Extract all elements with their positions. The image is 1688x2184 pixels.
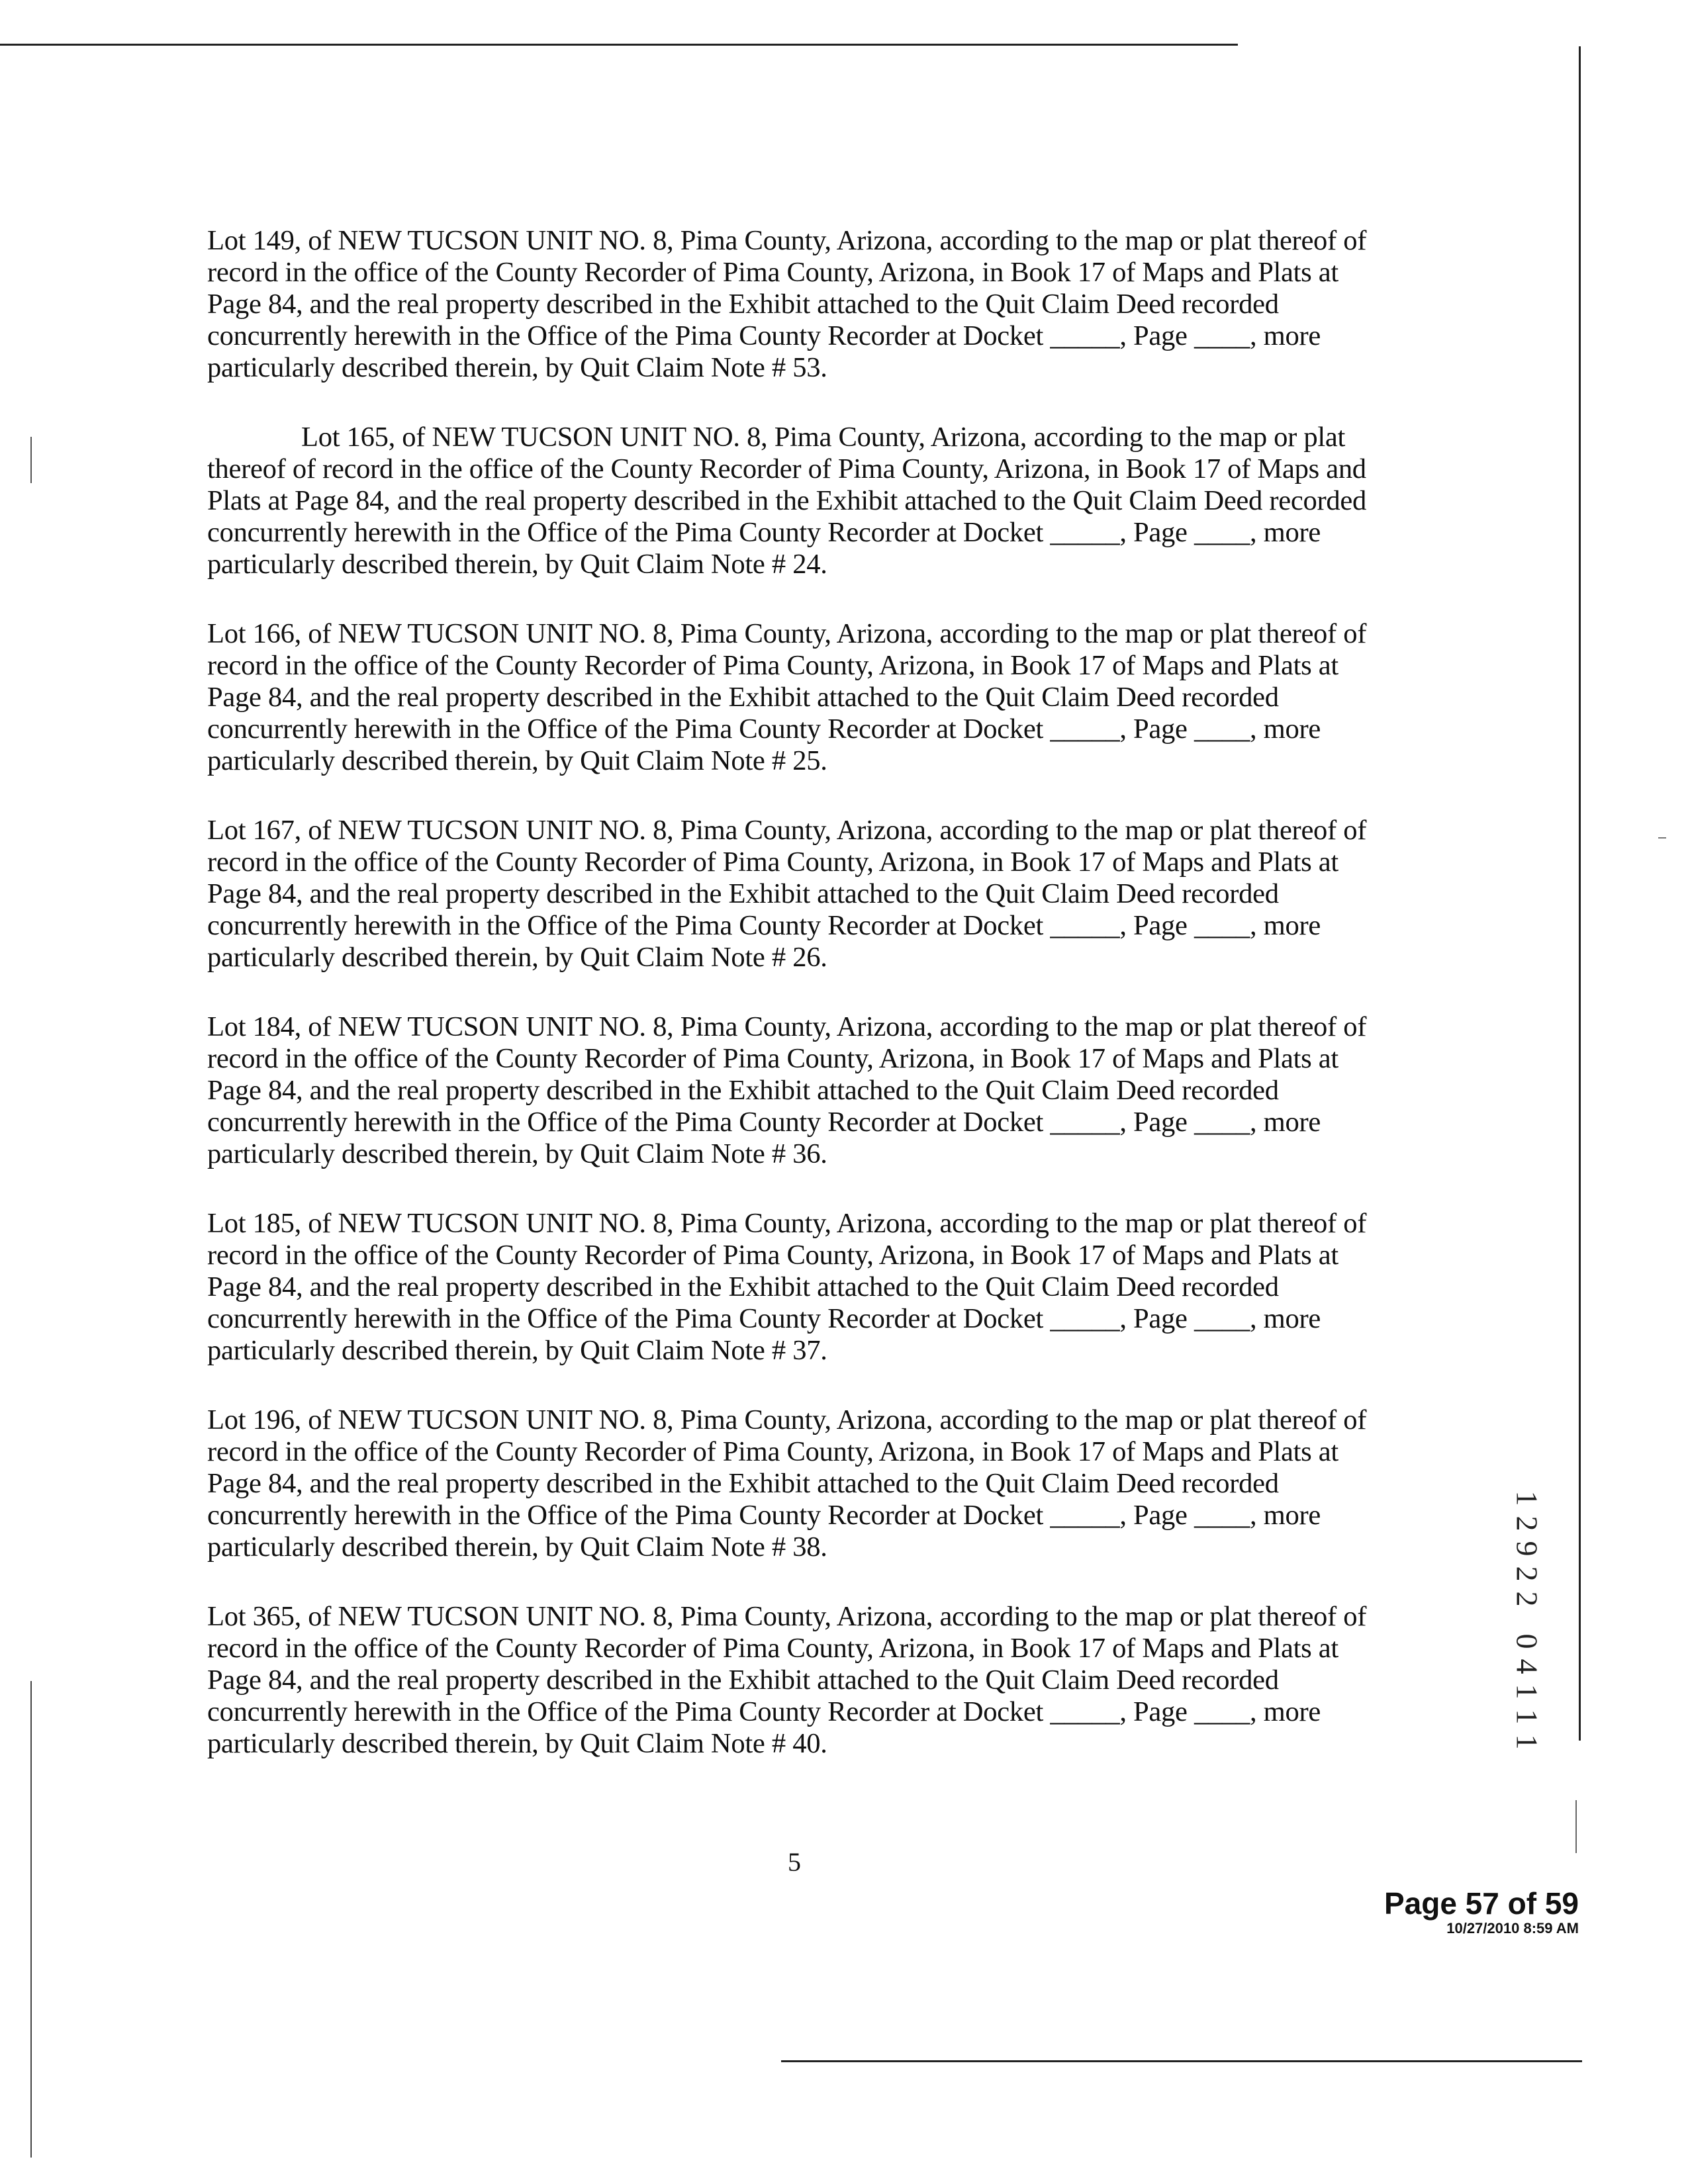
page-number: 5 [788, 1847, 801, 1877]
top-border-line [0, 44, 1238, 46]
stamp-digit: 0 [1510, 1633, 1544, 1649]
document-body [207, 225, 1379, 1797]
lot-149-paragraph: Lot 149, of NEW TUCSON UNIT NO. 8, Pima County, Arizona, according to the map or plat thereof of record in the office of the County Recorder of Pima County, Arizona, in Book 17 of Maps and Plats at Page 84, and the real property described in the Exhibit attached to the Quit Claim Deed recorded concurrently herewith in the Office of the Pima County Recorder at Docket _____, Page ____, more particularly described therein, by Quit Claim Note # 53. [207, 225, 1367, 383]
stamp-digit: 1 [1510, 1684, 1544, 1700]
stamp-digit: 1 [1510, 1490, 1544, 1506]
stamp-digit: 2 [1510, 1566, 1544, 1582]
footer-page-label: Page 57 of 59 [1383, 1886, 1579, 1921]
lot-184-paragraph: Lot 184, of NEW TUCSON UNIT NO. 8, Pima County, Arizona, according to the map or plat thereof of record in the office of the County Recorder of Pima County, Arizona, in Book 17 of Maps and Plats at Page 84, and the real property described in the Exhibit attached to the Quit Claim Deed recorded concurrently herewith in the Office of the Pima County Recorder at Docket _____, Page ____, more particularly described therein, by Quit Claim Note # 36. [207, 1011, 1367, 1169]
right-border-line [1579, 46, 1581, 1741]
stamp-gap [1513, 1612, 1546, 1629]
bottom-border-line [781, 2060, 1582, 2062]
left-border-line [30, 1681, 32, 2158]
lot-365-paragraph: Lot 365, of NEW TUCSON UNIT NO. 8, Pima County, Arizona, according to the map or plat thereof of record in the office of the County Recorder of Pima County, Arizona, in Book 17 of Maps and Plats at Page 84, and the real property described in the Exhibit attached to the Quit Claim Deed recorded concurrently herewith in the Office of the Pima County Recorder at Docket _____, Page ____, more particularly described therein, by Quit Claim Note # 40. [207, 1601, 1367, 1759]
margin-tick [1658, 837, 1666, 839]
lot-165-paragraph: Lot 165, of NEW TUCSON UNIT NO. 8, Pima County, Arizona, according to the map or plat thereof of record in the office of the County Recorder of Pima County, Arizona, in Book 17 of Maps and Plats at Page 84, and the real property described in the Exhibit attached to the Quit Claim Deed recorded concurrently herewith in the Office of the Pima County Recorder at Docket _____, Page ____, more particularly described therein, by Quit Claim Note # 24. [207, 422, 1366, 580]
stamp-page-number [1510, 1629, 1546, 1754]
lot-185-paragraph: Lot 185, of NEW TUCSON UNIT NO. 8, Pima County, Arizona, according to the map or plat thereof of record in the office of the County Recorder of Pima County, Arizona, in Book 17 of Maps and Plats at Page 84, and the real property described in the Exhibit attached to the Quit Claim Deed recorded concurrently herewith in the Office of the Pima County Recorder at Docket _____, Page ____, more particularly described therein, by Quit Claim Note # 37. [207, 1208, 1367, 1366]
footer-timestamp: 10/27/2010 8:59 AM [1446, 1920, 1579, 1936]
stamp-digit: 1 [1510, 1734, 1544, 1750]
lot-166-paragraph: Lot 166, of NEW TUCSON UNIT NO. 8, Pima County, Arizona, according to the map or plat thereof of record in the office of the County Recorder of Pima County, Arizona, in Book 17 of Maps and Plats at Page 84, and the real property described in the Exhibit attached to the Quit Claim Deed recorded concurrently herewith in the Office of the Pima County Recorder at Docket _____, Page ____, more particularly described therein, by Quit Claim Note # 25. [207, 618, 1367, 776]
recording-stamp [1510, 1486, 1546, 1754]
left-margin-mark [30, 437, 32, 483]
stamp-digit: 2 [1510, 1516, 1544, 1531]
lot-167-paragraph: Lot 167, of NEW TUCSON UNIT NO. 8, Pima County, Arizona, according to the map or plat thereof of record in the office of the County Recorder of Pima County, Arizona, in Book 17 of Maps and Plats at Page 84, and the real property described in the Exhibit attached to the Quit Claim Deed recorded concurrently herewith in the Office of the Pima County Recorder at Docket _____, Page ____, more particularly described therein, by Quit Claim Note # 26. [207, 815, 1367, 973]
stamp-digit: 9 [1510, 1541, 1544, 1557]
stamp-digit: 4 [1510, 1659, 1544, 1674]
lot-196-paragraph: Lot 196, of NEW TUCSON UNIT NO. 8, Pima County, Arizona, according to the map or plat thereof of record in the office of the County Recorder of Pima County, Arizona, in Book 17 of Maps and Plats at Page 84, and the real property described in the Exhibit attached to the Quit Claim Deed recorded concurrently herewith in the Office of the Pima County Recorder at Docket _____, Page ____, more particularly described therein, by Quit Claim Note # 38. [207, 1404, 1367, 1563]
stamp-digit: 1 [1510, 1709, 1544, 1725]
stamp-docket-number [1510, 1486, 1546, 1612]
footer [1384, 1886, 1579, 1936]
stamp-digit: 2 [1510, 1591, 1544, 1607]
right-margin-mark [1575, 1800, 1577, 1853]
